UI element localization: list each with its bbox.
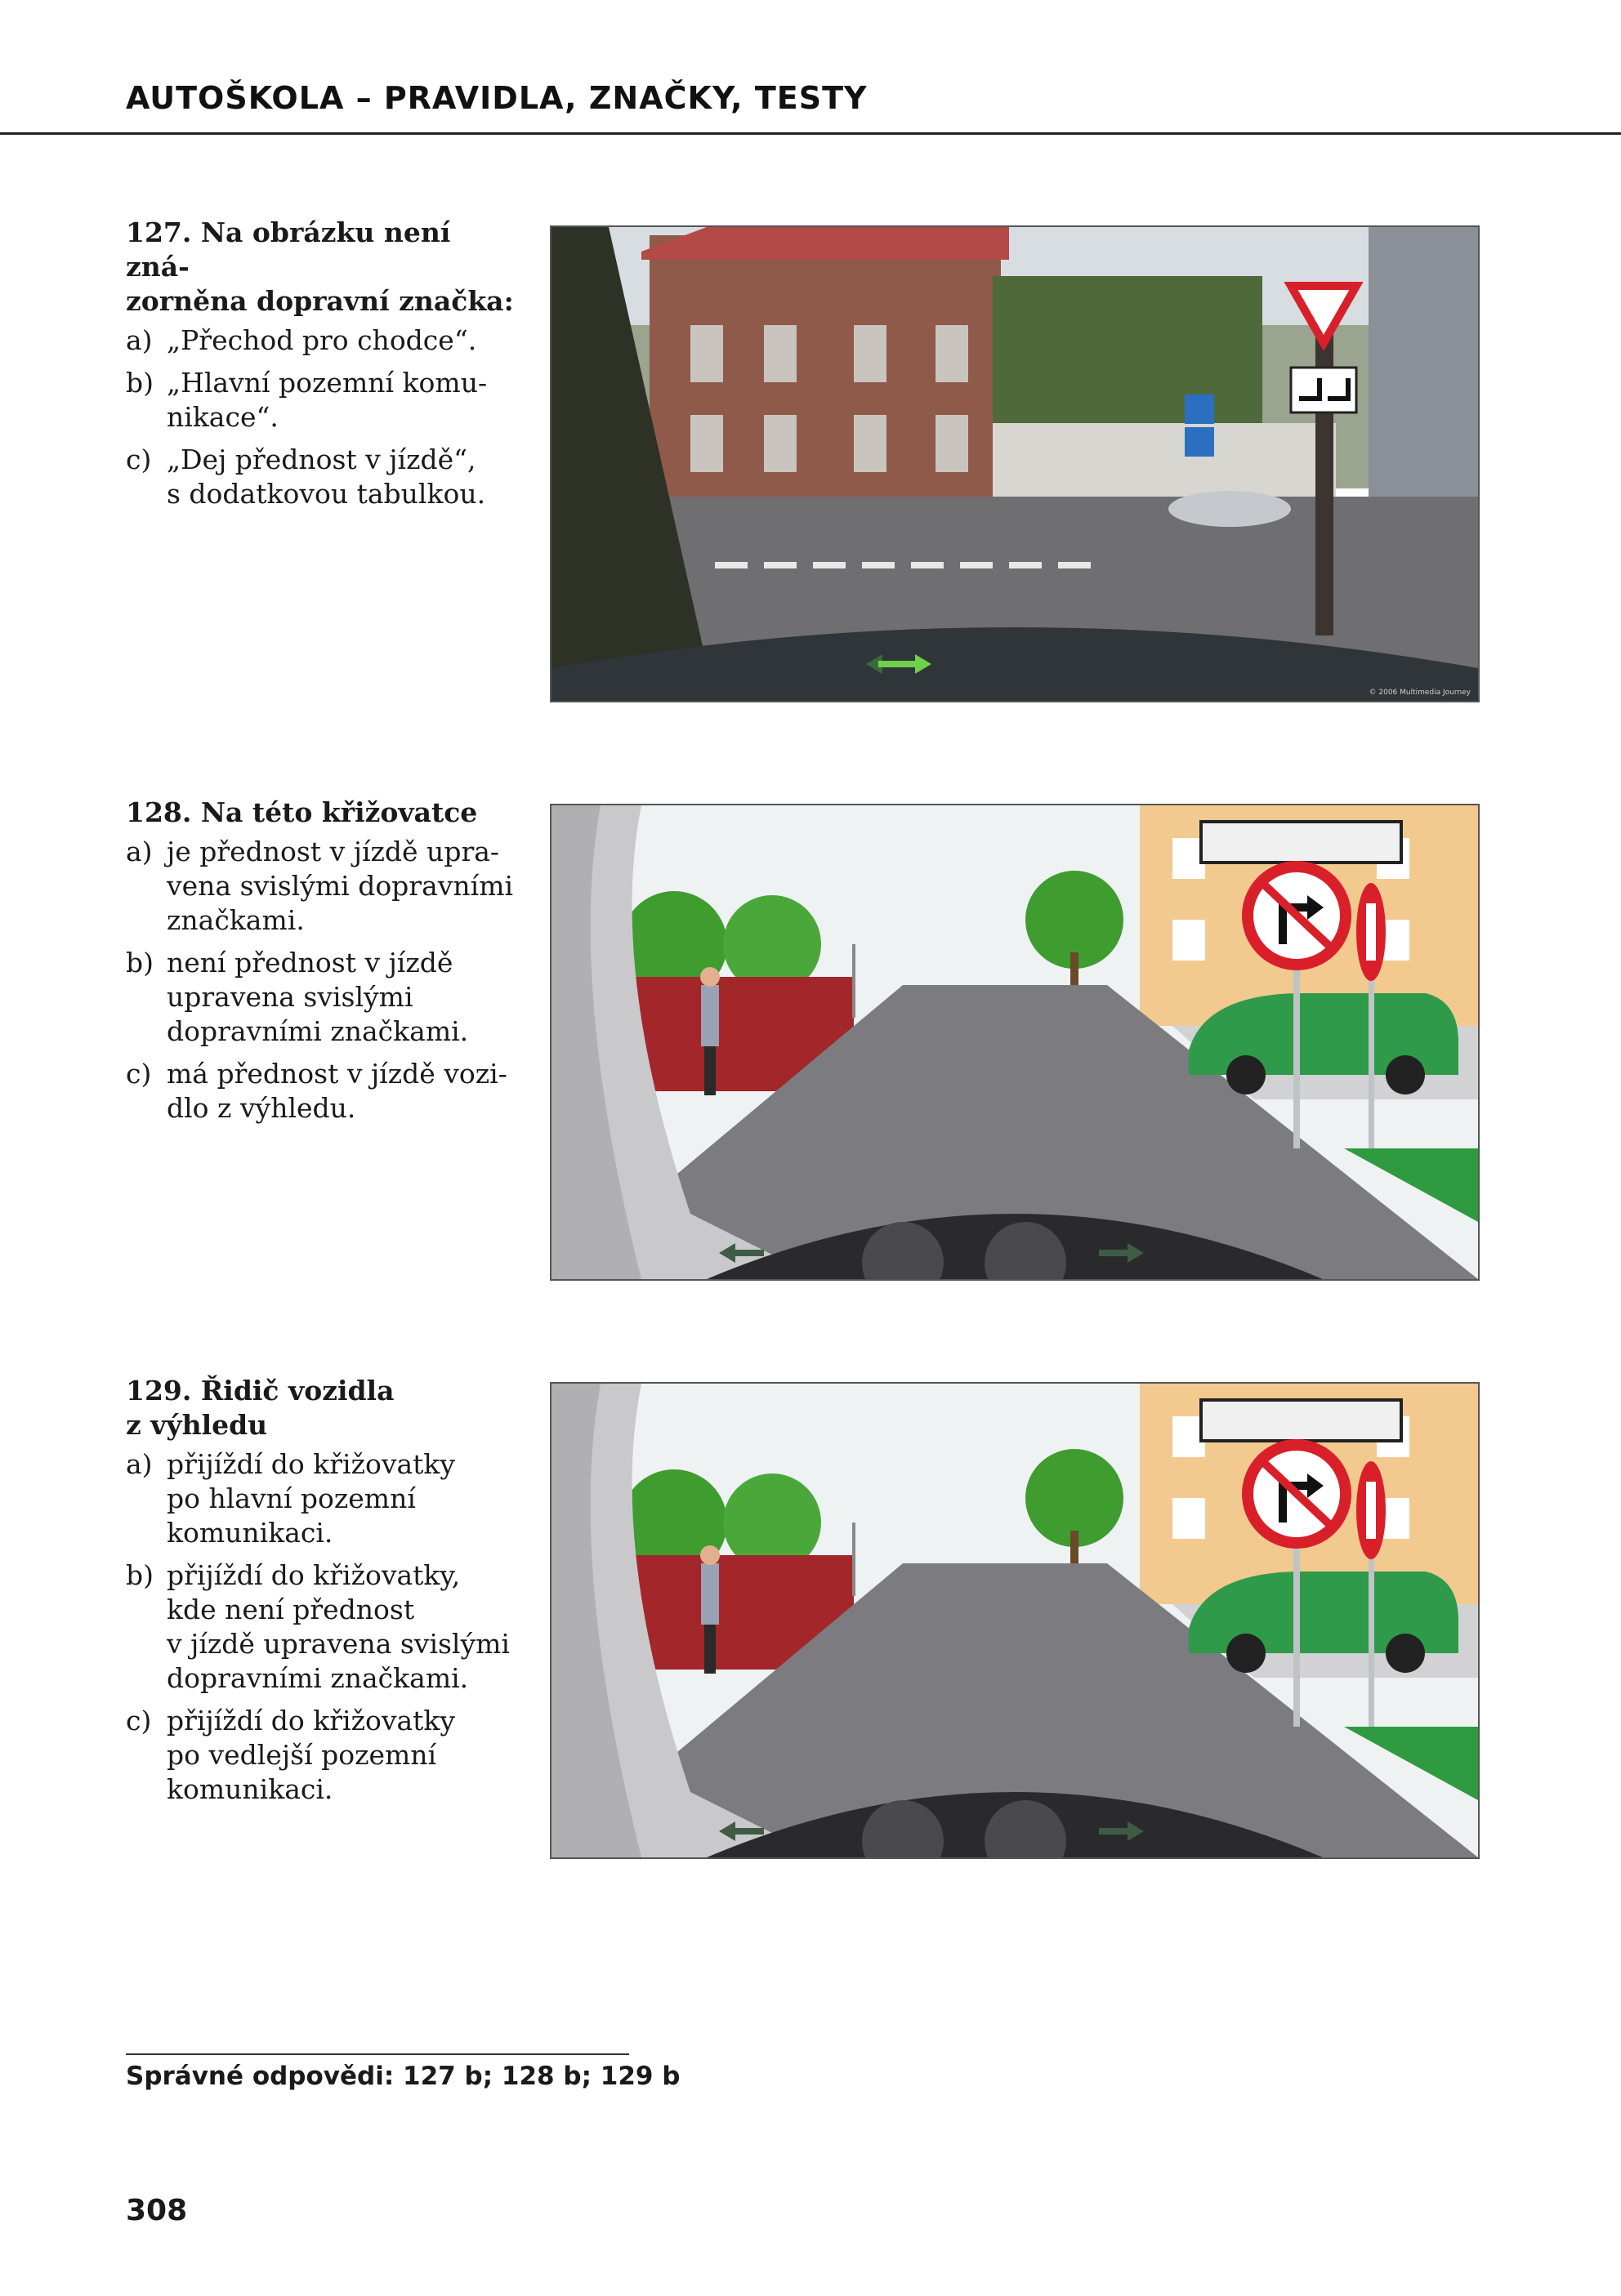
running-header: AUTOŠKOLA – PRAVIDLA, ZNAČKY, TESTY (126, 80, 868, 116)
question-title: 128. Na této křižovatce (126, 796, 478, 828)
question-129 (126, 1374, 518, 1815)
answers-rule (126, 2053, 629, 2055)
page-number: 308 (126, 2194, 188, 2227)
option-a: a) je přednost v jízdě upra- vena svislými dopravními značkami. (126, 836, 514, 936)
option-a: a) přijíždí do křižovatky po hlavní pozemní komunikaci. (126, 1448, 456, 1549)
illustration-intersection-2 (550, 1382, 1480, 1859)
photo-watermark: © 2006 Multimedia Journey (1369, 689, 1471, 697)
blank-direction-plate (1201, 822, 1401, 863)
option-c: c) má přednost v jízdě vozi- dlo z výhledu. (126, 1058, 507, 1124)
option-a: a) „Přechod pro chodce“. (126, 324, 477, 356)
option-b: b) „Hlavní pozemní komu- nikace“. (126, 367, 488, 433)
question-title: 127. Na obrázku není zná- zorněna dopravní značka: (126, 216, 514, 317)
blank-direction-plate (1201, 1400, 1401, 1441)
question-128 (126, 796, 518, 1134)
question-title: 129. Řidič vozidla z výhledu (126, 1375, 395, 1441)
header-rule (0, 132, 1621, 135)
photo-intersection (550, 225, 1480, 702)
option-b: b) není přednost v jízdě upravena svislými dopravními značkami. (126, 947, 469, 1047)
question-127 (126, 216, 518, 519)
option-b: b) přijíždí do křižovatky, kde není přednost v jízdě upravena svislými dopravními značkami. (126, 1559, 510, 1694)
correct-answers: Správné odpovědi: 127 b; 128 b; 129 b (126, 2062, 681, 2091)
option-c: c) přijíždí do křižovatky po vedlejší pozemní komunikaci. (126, 1705, 456, 1805)
parked-car (1168, 491, 1291, 527)
illustration-intersection-1 (550, 804, 1480, 1281)
option-c: c) „Dej přednost v jízdě“, s dodatkovou tabulkou. (126, 444, 486, 510)
crosswalk-sign (1185, 395, 1214, 424)
